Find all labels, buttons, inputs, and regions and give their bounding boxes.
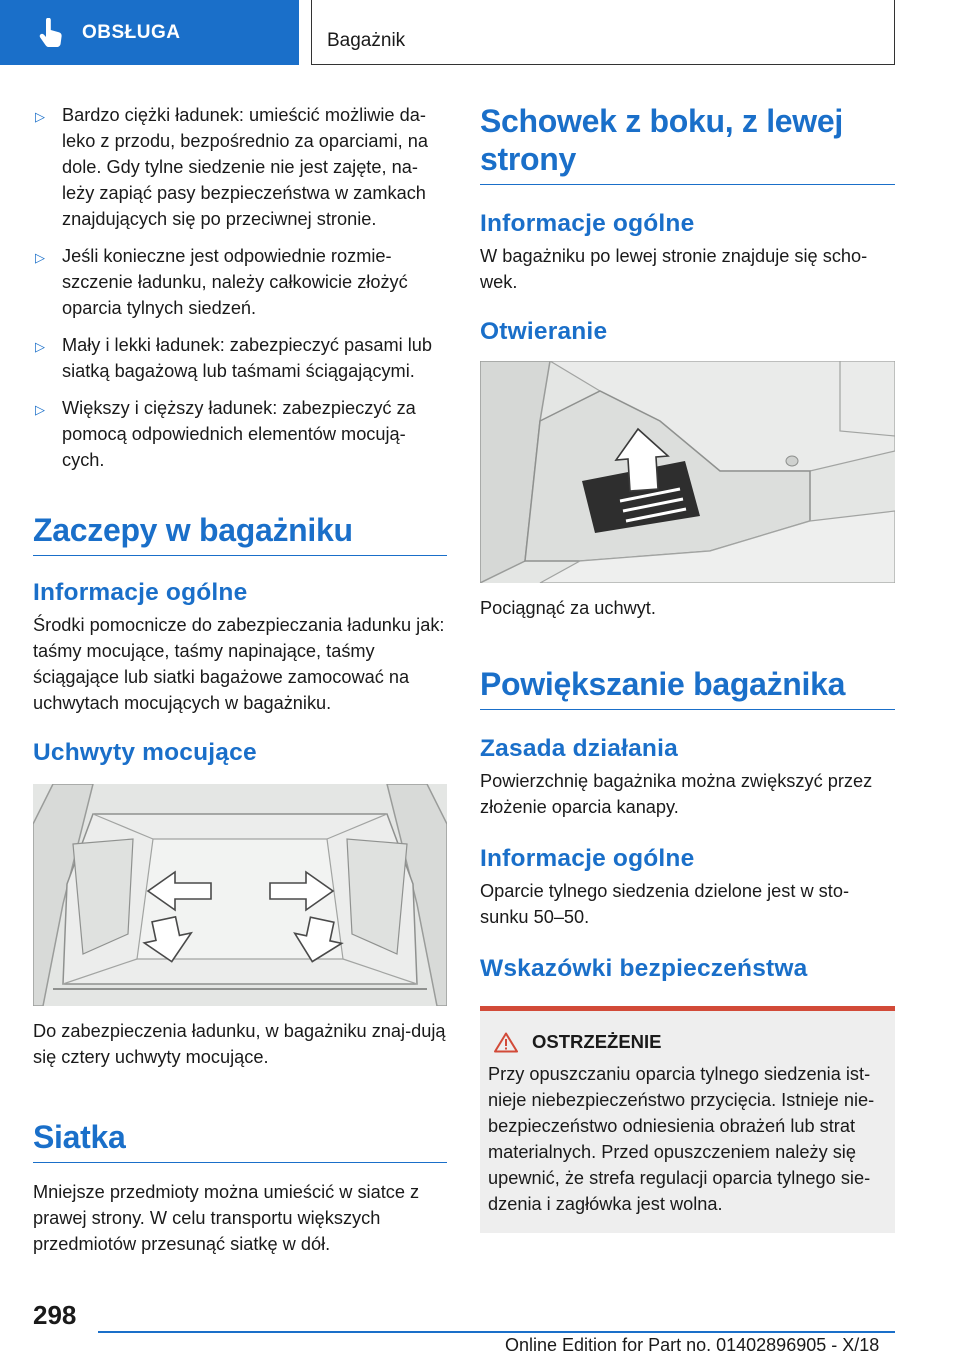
- breadcrumb: Bagażnik: [327, 30, 406, 51]
- warning-label: OSTRZEŻENIE: [532, 1031, 662, 1052]
- otwieranie-caption: Pociągnąć za uchwyt.: [480, 598, 656, 618]
- edition-info: Online Edition for Part no. 01402896905 - X/18: [505, 1335, 880, 1355]
- subsection-title-info: Informacje ogólne: [480, 845, 695, 872]
- schowek-info-text: W bagażniku po lewej stronie znajduje się scho-wek.: [480, 246, 868, 292]
- siatka-text: Mniejsze przedmioty można umieścić w siatce z prawej strony. W celu transportu większych przedmiotów przesunąć siatkę w dół.: [33, 1182, 420, 1254]
- section-title-siatka: Siatka: [33, 1118, 447, 1163]
- warning-box: [480, 1006, 895, 1233]
- bullet-marker-icon: ▷: [35, 109, 45, 124]
- page-number: 298: [33, 1300, 77, 1330]
- powiekszanie-info-text: Oparcie tylnego siedzenia dzielone jest w sto-sunku 50–50.: [480, 881, 849, 927]
- subsection-title-safety: Wskazówki bezpieczeństwa: [480, 955, 808, 982]
- uchwyty-caption: Do zabezpieczenia ładunku, w bagażniku znaj-dują się cztery uchwyty mocujące.: [33, 1021, 446, 1067]
- trunk-anchors-figure: [33, 784, 447, 1006]
- warning-text: Przy opuszczaniu oparcia tylnego siedzenia ist-nieje niebezpieczeństwo przycięcia. Istnieje nie-bezpieczeństwo odniesienia obrażeń lub strat materialnych. Przed opuszczeniem należy się upewnić, że strefa regulacji oparcia tylnego sie-dzenia i zagłówka jest wolna.: [488, 1064, 875, 1214]
- section-title-powiekszanie: Powiększanie bagażnika: [480, 665, 895, 710]
- side-compartment-figure: [480, 361, 895, 583]
- section-label: OBSŁUGA: [82, 21, 181, 43]
- subsection-title-uchwyty: Uchwyty mocujące: [33, 739, 257, 766]
- compartment-illustration: [480, 361, 895, 583]
- section-title-schowek: Schowek z boku, z lewej strony: [480, 102, 895, 185]
- list-item: ▷ Jeśli konieczne jest odpowiednie rozmie-szczenie ładunku, należy całkowicie złożyć oparcia tylnych siedzeń.: [35, 246, 408, 318]
- bullet-marker-icon: ▷: [35, 402, 45, 417]
- footer-divider: [98, 1331, 895, 1333]
- list-item: ▷ Mały i lekki ładunek: zabezpieczyć pasami lub siatką bagażową lub taśmami ściągającymi.: [35, 335, 432, 381]
- list-item: ▷ Bardzo ciężki ładunek: umieścić możliwie da-leko z przodu, bezpośrednio za oparciami, na dole. Gdy tylne siedzenie nie jest zajęte, na-leży zapiąć pasy bezpieczeństwa w zamkach znajdujących się po przeciwnej stronie.: [35, 105, 428, 229]
- bullet-marker-icon: ▷: [35, 250, 45, 265]
- loading-bullets: [33, 102, 447, 473]
- subsection-title-zasada: Zasada działania: [480, 735, 678, 762]
- right-column: [480, 102, 895, 1233]
- bullet-marker-icon: ▷: [35, 339, 45, 354]
- trunk-illustration: [33, 784, 447, 1006]
- zasada-text: Powierzchnię bagażnika można zwiększyć przez złożenie oparcia kanapy.: [480, 771, 873, 817]
- warning-header: [494, 1031, 887, 1053]
- section-tab[interactable]: [0, 0, 299, 65]
- info-text: Środki pomocnicze do zabezpieczania ładunku jak: taśmy mocujące, taśmy napinające, taśmy ściągające lub siatki bagażowe zamocować na uchwytach mocujących w bagażniku.: [33, 615, 445, 713]
- subsection-title-otwieranie: Otwieranie: [480, 318, 608, 345]
- section-title-zaczepy: Zaczepy w bagażniku: [33, 511, 447, 556]
- list-item: ▷ Większy i cięższy ładunek: zabezpieczyć za pomocą odpowiednich elementów mocują-cych.: [35, 398, 416, 470]
- subsection-title-info: Informacje ogólne: [480, 210, 695, 237]
- hand-pointer-icon: [38, 18, 64, 48]
- left-column: [33, 98, 447, 1257]
- subsection-title-info: Informacje ogólne: [33, 579, 248, 606]
- warning-triangle-icon: [494, 1032, 518, 1053]
- breadcrumb-box: [311, 0, 895, 65]
